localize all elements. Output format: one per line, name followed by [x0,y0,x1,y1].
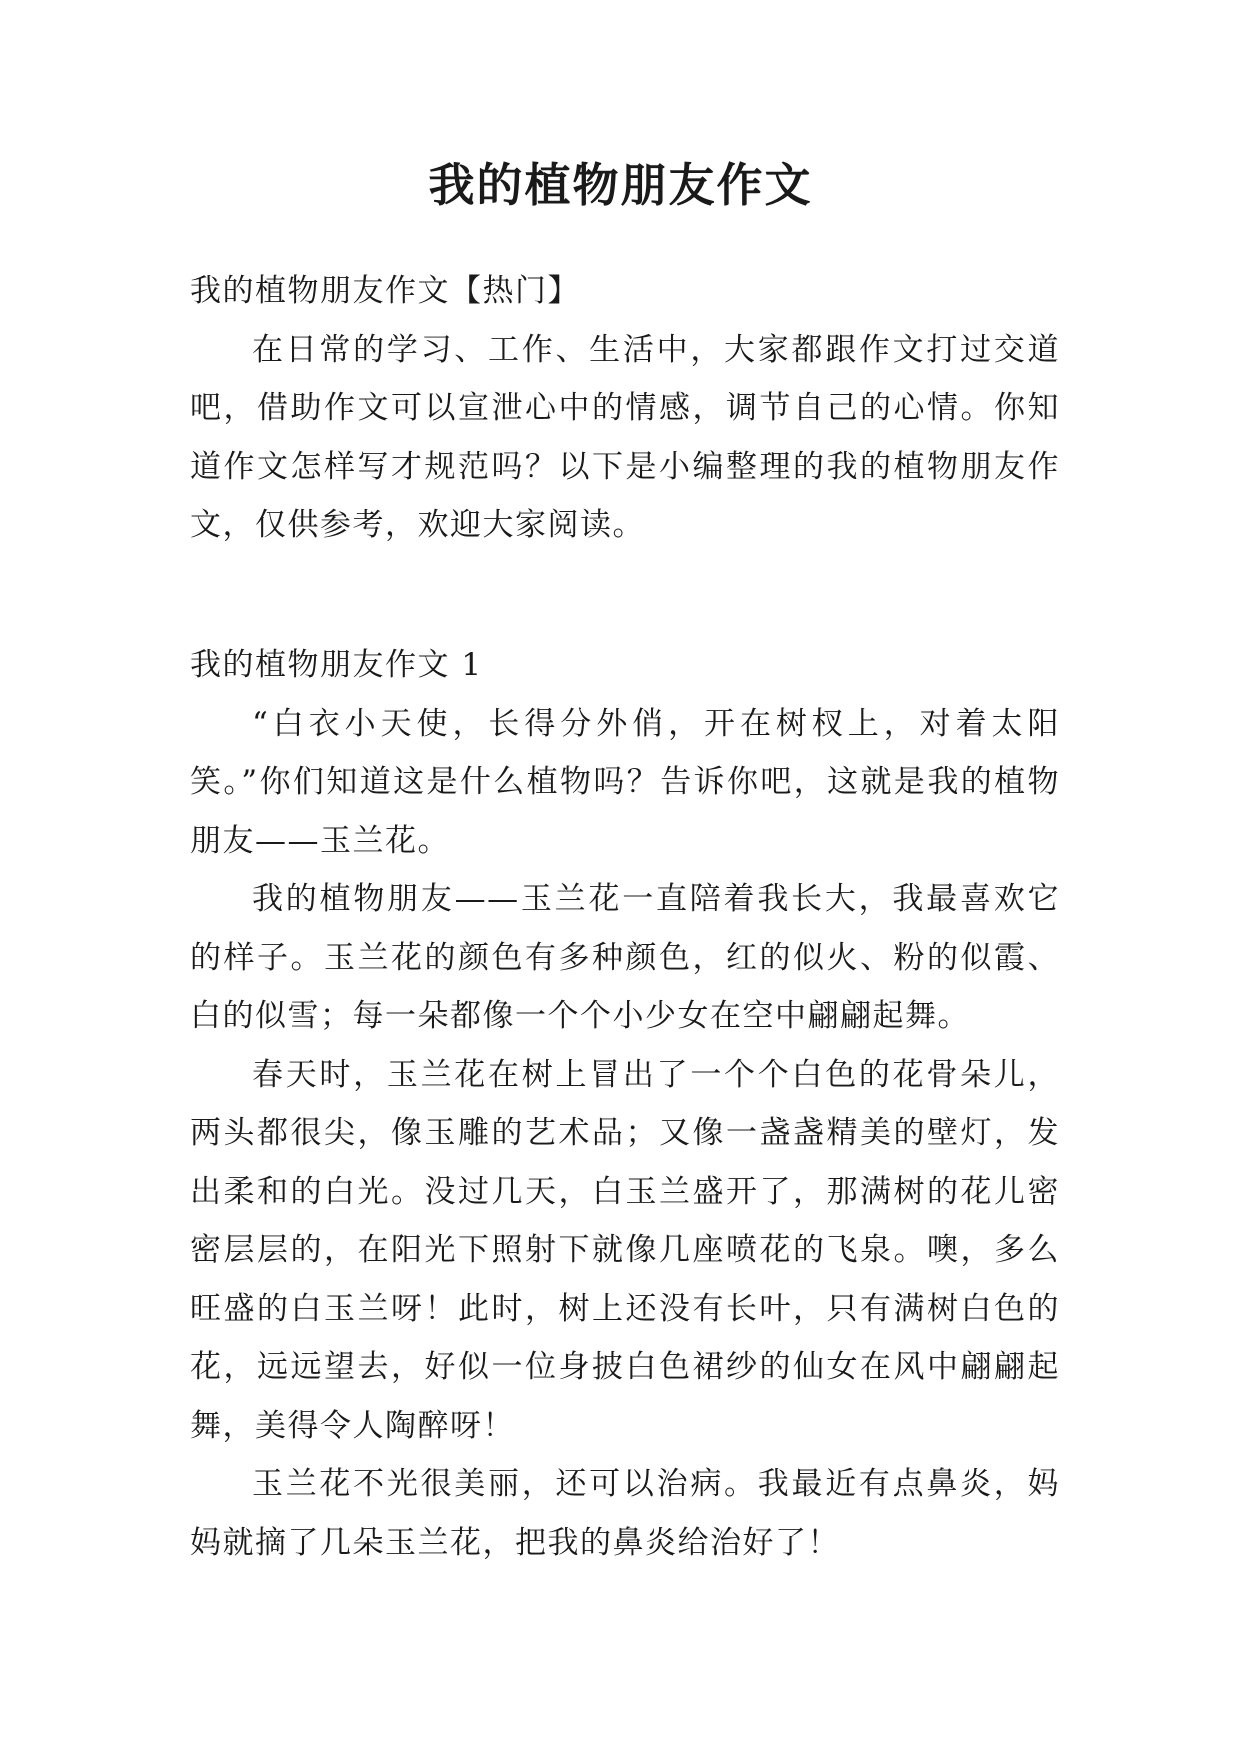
essay-heading: 我的植物朋友作文 1 [190,647,483,683]
essay-paragraph: 春天时，玉兰花在树上冒出了一个个白色的花骨朵儿，两头都很尖，像玉雕的艺术品；又像一盏盏精美的壁灯，发出柔和的白光。没过几天，白玉兰盛开了，那满树的花儿密密层层的，在阳光下照射下就像几座喷花的飞泉。噢，多么旺盛的白玉兰呀！此时，树上还没有长叶，只有满树白色的花，远远望去，好似一位身披白色裙纱的仙女在风中翩翩起舞，美得令人陶醉呀！ [190,1056,1060,1444]
essay-paragraph: “白衣小天使，长得分外俏，开在树杈上，对着太阳笑。”你们知道这是什么植物吗？告诉你吧，这就是我的植物朋友——玉兰花。 [190,705,1060,859]
intro-heading: 我的植物朋友作文【热门】 [190,273,580,309]
essay-paragraph: 我的植物朋友——玉兰花一直陪着我长大，我最喜欢它的样子。玉兰花的颜色有多种颜色，红的似火、粉的似霞、白的似雪；每一朵都像一个个小少女在空中翩翩起舞。 [190,881,1060,1034]
essay-section [190,636,1060,1572]
essay-paragraph: 玉兰花不光很美丽，还可以治病。我最近有点鼻炎，妈妈就摘了几朵玉兰花，把我的鼻炎给治好了！ [190,1466,1060,1561]
intro-paragraph: 在日常的学习、工作、生活中，大家都跟作文打过交道吧，借助作文可以宣泄心中的情感，调节自己的心情。你知道作文怎样写才规范吗？以下是小编整理的我的植物朋友作文，仅供参考，欢迎大家阅读。 [190,331,1060,543]
document-title: 我的植物朋友作文 [428,158,813,212]
intro-section [190,262,1060,555]
